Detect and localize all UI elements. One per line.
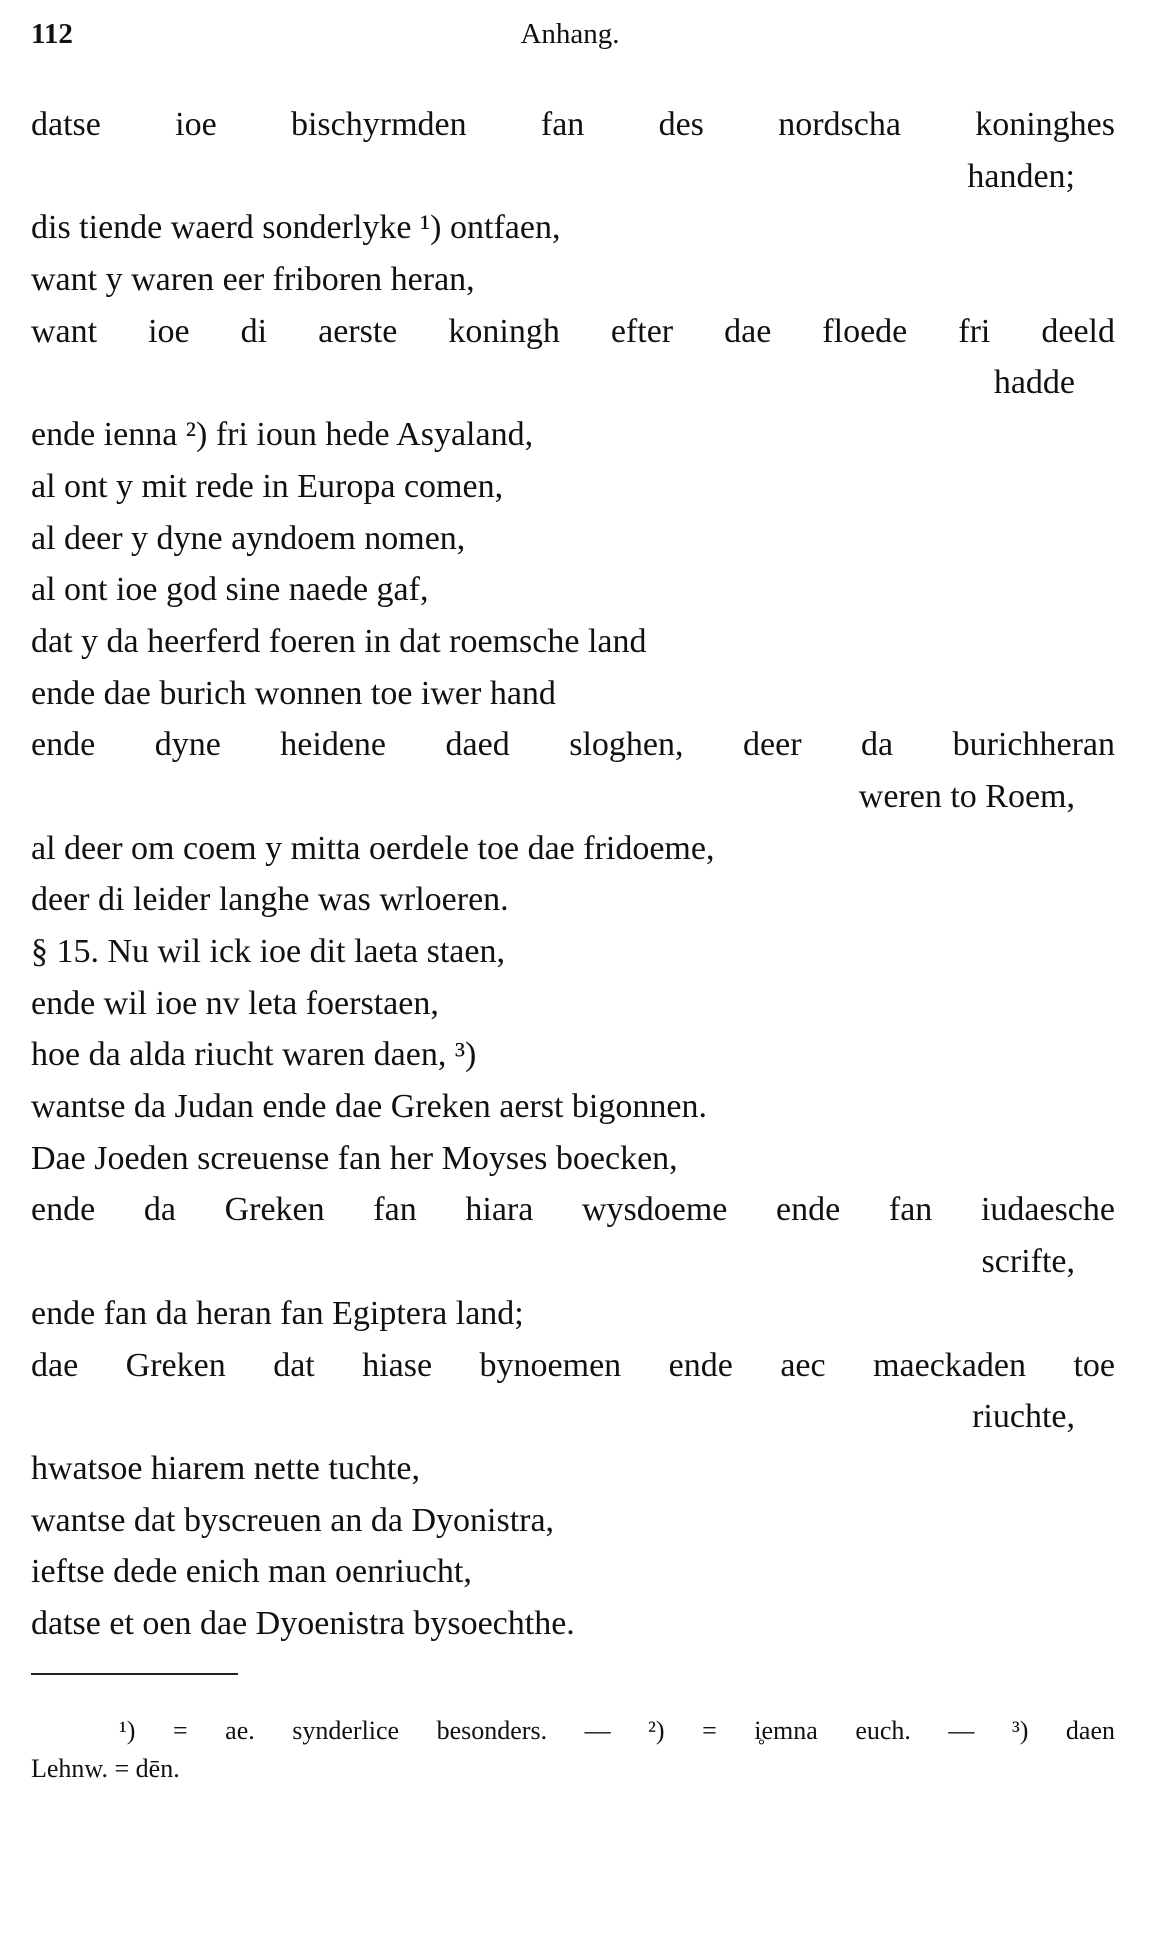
- text-line: wantse dat byscreuen an da Dyonistra,: [31, 1501, 555, 1539]
- verse-text: [31, 99, 1115, 1650]
- text-line: ende dyne heidene daed sloghen, deer da burichheran: [31, 726, 1115, 764]
- page-number: 112: [31, 18, 73, 50]
- text-line: dis tiende waerd sonderlyke ¹) ontfaen,: [31, 209, 561, 247]
- text-line: scrifte,: [981, 1243, 1075, 1281]
- text-line: hadde: [993, 364, 1075, 402]
- text-line: want y waren eer friboren heran,: [31, 261, 475, 299]
- text-line: ende ienna ²) fri ioun hede Asyaland,: [31, 416, 534, 454]
- text-line: dat y da heerferd foeren in dat roemsche land: [31, 622, 647, 660]
- text-line: riuchte,: [972, 1398, 1075, 1436]
- text-line: § 15. Nu wil ick ioe dit laeta staen,: [31, 933, 505, 970]
- text-line: datse ioe bischyrmden fan des nordscha koninghes: [31, 106, 1115, 143]
- text-line: weren to Roem,: [858, 777, 1075, 815]
- text-line: dae Greken dat hiase bynoemen ende aec maeckaden toe: [31, 1346, 1115, 1384]
- text-line: al ont y mit rede in Europa comen,: [31, 467, 504, 505]
- text-line: al deer y dyne ayndoem nomen,: [31, 519, 466, 557]
- text-line: ende wil ioe nv leta foerstaen,: [31, 984, 439, 1022]
- running-title: Anhang.: [520, 18, 620, 50]
- footnote-line: Lehnw. = dēn.: [31, 1754, 180, 1783]
- text-line: wantse da Judan ende dae Greken aerst bigonnen.: [31, 1088, 707, 1126]
- text-line: ende fan da heran fan Egiptera land;: [31, 1294, 524, 1332]
- text-line: Dae Joeden screuense fan her Moyses boecken,: [31, 1139, 678, 1177]
- footnotes: [31, 1712, 1115, 1788]
- text-line: ende da Greken fan hiara wysdoeme ende fan iudaesche: [31, 1191, 1115, 1229]
- text-line: deer di leider langhe was wrloeren.: [31, 881, 509, 919]
- text-line: ende dae burich wonnen toe iwer hand: [31, 674, 556, 712]
- text-line: ieftse dede enich man oenriucht,: [31, 1553, 472, 1591]
- text-line: al ont ioe god sine naede gaf,: [31, 571, 429, 609]
- text-line: al deer om coem y mitta oerdele toe dae fridoeme,: [31, 829, 715, 867]
- text-line: hwatsoe hiarem nette tuchte,: [31, 1449, 420, 1487]
- footnote-line: ¹) = ae. synderlice besonders. — ²) = i̥emna euch. — ³) daen: [119, 1716, 1115, 1745]
- text-line: want ioe di aerste koningh efter dae floede fri deeld: [31, 312, 1115, 350]
- text-line: hoe da alda riucht waren daen, ³): [31, 1036, 477, 1074]
- text-line: handen;: [967, 157, 1075, 195]
- text-line: datse et oen dae Dyoenistra bysoechthe.: [31, 1604, 575, 1642]
- footnote-rule: [31, 1673, 238, 1675]
